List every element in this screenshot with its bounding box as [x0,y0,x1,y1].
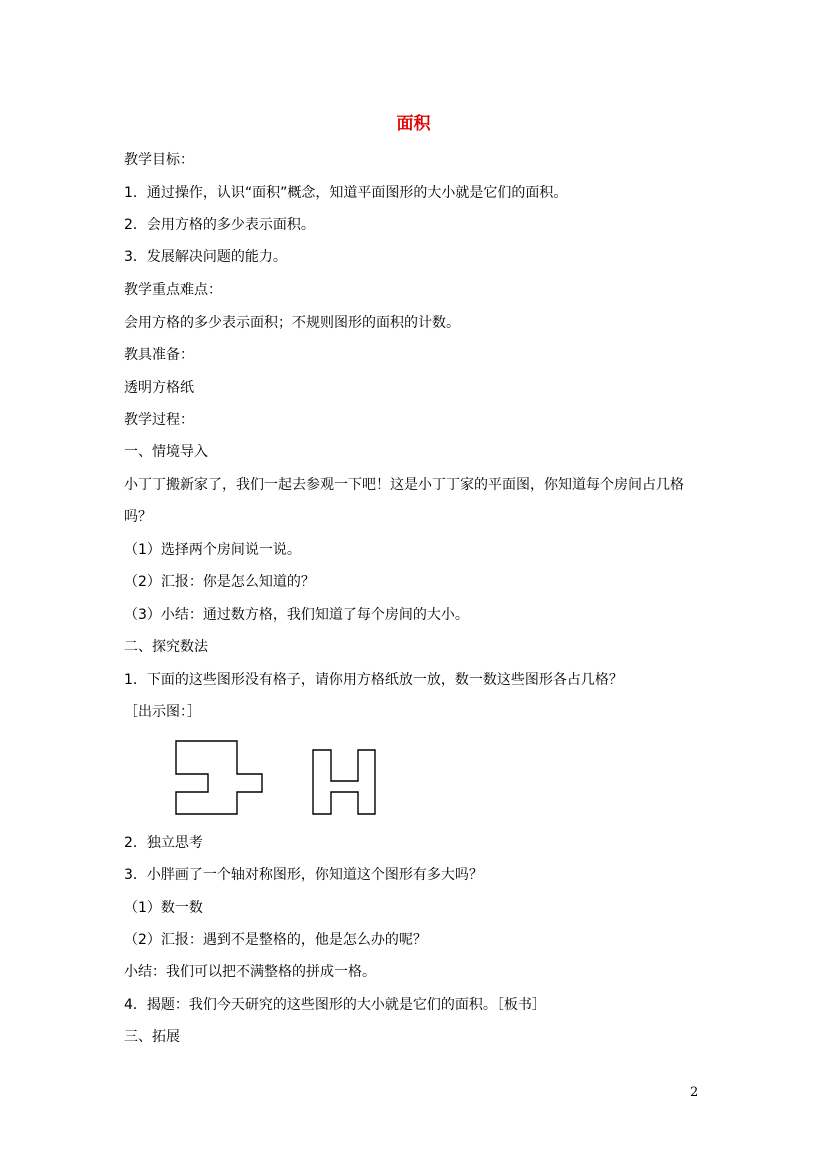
text-line: （3）小结：通过数方格，我们知道了每个房间的大小。 [124,607,469,623]
text-line: 二、探究数法 [124,639,208,655]
h-shape [313,750,375,814]
text-line: 三、拓展 [124,1029,180,1045]
text-line: 吗？ [124,509,152,525]
text-line: （1）选择两个房间说一说。 [124,542,301,558]
text-line: 小结：我们可以把不满整格的拼成一格。 [124,964,376,980]
text-line: ［出示图：］ [124,704,201,720]
text-line: 透明方格纸 [124,380,194,396]
text-line: 教学目标： [124,152,194,168]
text-line: 会用方格的多少表示面积；不规则图形的面积的计数。 [124,315,460,331]
page-number: 2 [690,1085,699,1100]
text-line: 1．下面的这些图形没有格子，请你用方格纸放一放，数一数这些图形各占几格？ [124,672,623,688]
cross-shape [176,741,262,814]
text-line: （2）汇报：遇到不是整格的，他是怎么办的呢？ [124,932,427,948]
text-line: 2．独立思考 [124,835,203,851]
text-line: 1．通过操作，认识“面积”概念，知道平面图形的大小就是它们的面积。 [124,185,568,201]
text-line: 教具准备： [124,347,194,363]
text-line: 教学重点难点： [124,282,222,298]
text-line: 一、情境导入 [124,444,208,460]
shapes-figure [170,736,390,821]
text-line: 3．发展解决问题的能力。 [124,249,287,265]
page-title: 面积 [396,114,431,134]
text-line: （1）数一数 [124,900,203,916]
text-line: 2．会用方格的多少表示面积。 [124,217,315,233]
text-line: 教学过程： [124,412,194,428]
text-line: 4．揭题：我们今天研究的这些图形的大小就是它们的面积。［板书］ [124,997,546,1013]
text-line: 3．小胖画了一个轴对称图形，你知道这个图形有多大吗？ [124,867,483,883]
text-line: （2）汇报：你是怎么知道的？ [124,574,315,590]
text-line: 小丁丁搬新家了，我们一起去参观一下吧！这是小丁丁家的平面图，你知道每个房间占几格 [124,477,684,493]
